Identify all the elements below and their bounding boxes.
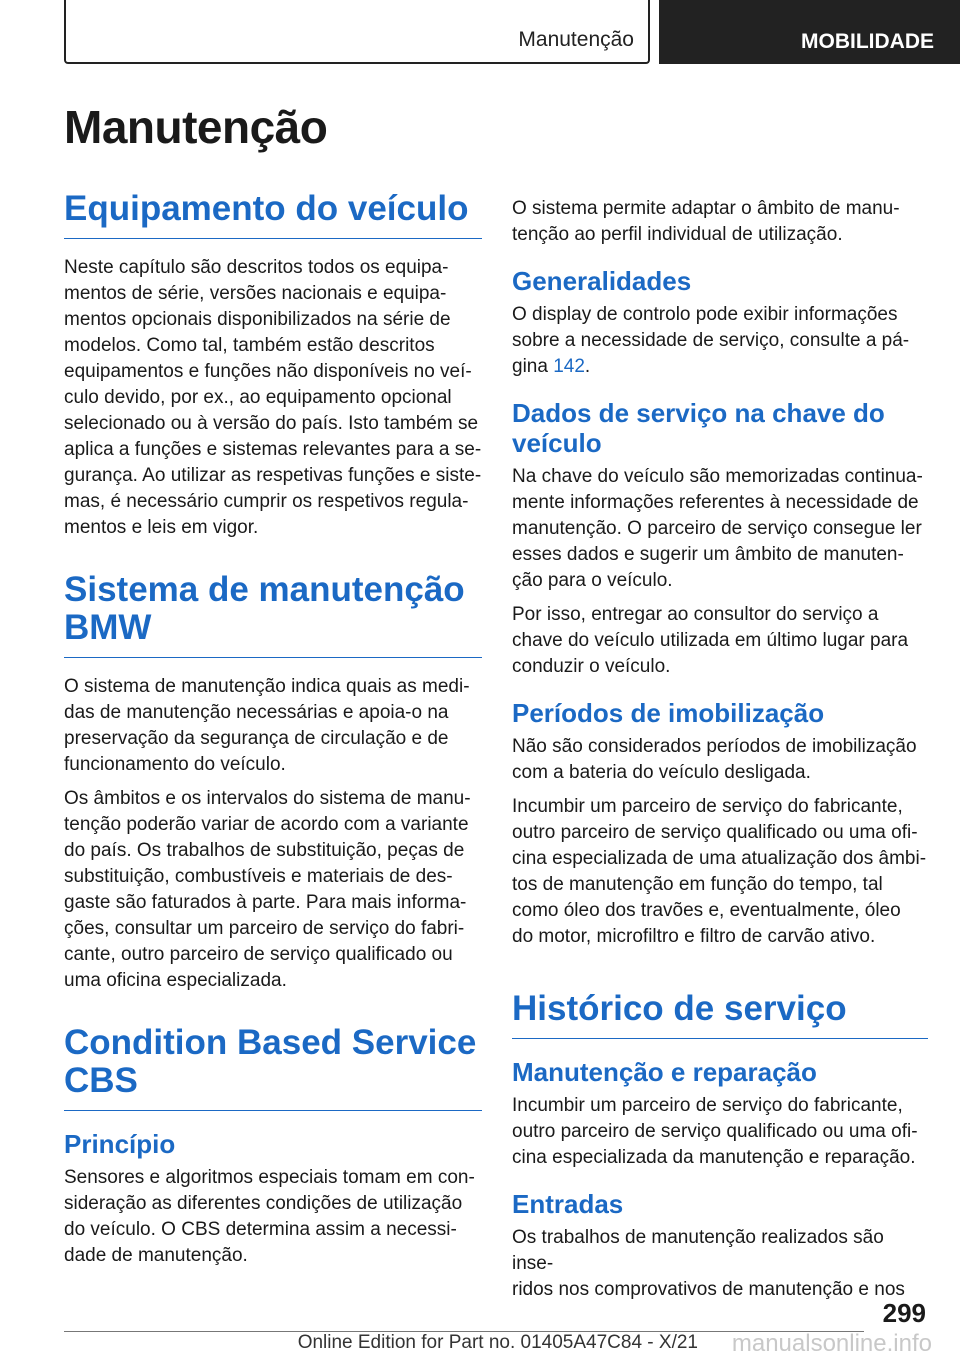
- paragraph-sistema-2: Os âmbitos e os intervalos do sistema de manu- tenção poderão variar de acordo com a variante do país. Os trabalhos de substituição, peças de substituição, combustíveis e materiais de des- gaste são faturados à parte. Para mais informa- ções, consultar um parceiro de serviço do fabri- cante, outro parceiro de serviço qualificado ou uma oficina especializada.: [64, 788, 471, 991]
- heading-historico: Histórico de serviço: [512, 990, 928, 1039]
- watermark-brand: manualsonline.info: [731, 1330, 932, 1357]
- heading-equipamento: Equipamento do veículo: [64, 190, 482, 239]
- paragraph-dados-1: Na chave do veículo são memorizadas continua- mente informações referentes à necessidade de manutenção. O parceiro de serviço consegue ler esses dados e sugerir um âmbito de manuten- ção para o veículo.: [512, 466, 923, 591]
- paragraph-dados-2: Por isso, entregar ao consultor do serviço a chave do veículo utilizada em último lugar para conduzir o veículo.: [512, 604, 909, 677]
- header-section-title: Manutenção: [518, 28, 634, 51]
- heading-manutencao-reparacao: Manutenção e reparação: [512, 1057, 817, 1087]
- heading-dados-servico: Dados de serviço na chave do veículo: [512, 398, 885, 458]
- heading-principio: Princípio: [64, 1129, 176, 1159]
- paragraph-entradas: Os trabalhos de manutenção realizados são inse- ridos nos comprovativos de manutenção e nos: [512, 1227, 905, 1300]
- heading-entradas: Entradas: [512, 1189, 624, 1219]
- heading-periodos: Períodos de imobilização: [512, 698, 825, 728]
- paragraph-manutencao-reparacao: Incumbir um parceiro de serviço do fabricante, outro parceiro de serviço qualificado ou uma ofi- cina especializada da manutenção e reparação.: [512, 1095, 918, 1168]
- paragraph-periodos-2: Incumbir um parceiro de serviço do fabricante, outro parceiro de serviço qualificado ou uma ofi- cina especializada de uma atualização dos âmbi- tos de manutenção em função do tempo, tal como óleo dos travões e, eventualmente, óleo do motor, microfiltro e filtro de carvão ativo.: [512, 796, 927, 947]
- page-number: 299: [882, 1298, 926, 1328]
- page-reference-link[interactable]: 142: [553, 356, 585, 377]
- edition-text: Online Edition for Part no. 01405A47C84 - X/21: [297, 1332, 698, 1353]
- heading-generalidades: Generalidades: [512, 266, 692, 296]
- chapter-tab[interactable]: MOBILIDADE: [659, 0, 960, 64]
- right-column: [512, 196, 930, 958]
- right-column-lower: [512, 990, 928, 1311]
- header-section-box: [64, 0, 650, 64]
- paragraph-principio: Sensores e algoritmos especiais tomam em con- sideração as diferentes condições de utilização do veículo. O CBS determina assim a necessi- dade de manutenção.: [64, 1167, 475, 1266]
- paragraph-generalidades: O display de controlo pode exibir informações sobre a necessidade de serviço, consulte a pá- gina 142.: [512, 304, 910, 377]
- paragraph-periodos-1: Não são considerados períodos de imobilização com a bateria do veículo desligada.: [512, 736, 917, 783]
- heading-cbs: Condition Based Service CBS: [64, 1024, 482, 1111]
- heading-sistema-manutencao: Sistema de manutenção BMW: [64, 571, 482, 658]
- paragraph-equipamento: Neste capítulo são descritos todos os equipa- mentos de série, versões nacionais e equipa- mentos opcionais disponibilizados na série de modelos. Como tal, também estão descritos equipamentos e funções não disponíveis no veí- culo devido, por ex., ao equipamento opcional selecionado ou à versão do país. Isto também se aplica a funções e sistemas relevantes para a se- gurança. Ao utilizar as respetivas funções e siste- mas, é necessário cumprir os respetivos regula- mentos e leis em vigor.: [64, 257, 482, 538]
- paragraph-sistema-1: O sistema de manutenção indica quais as medi- das de manutenção necessárias e apoia-o na preservação da segurança de circulação e de funcionamento do veículo.: [64, 676, 470, 775]
- left-column: [64, 190, 482, 1277]
- paragraph-intro: O sistema permite adaptar o âmbito de manu- tenção ao perfil individual de utilização.: [512, 198, 900, 245]
- page-title: Manutenção: [64, 101, 328, 153]
